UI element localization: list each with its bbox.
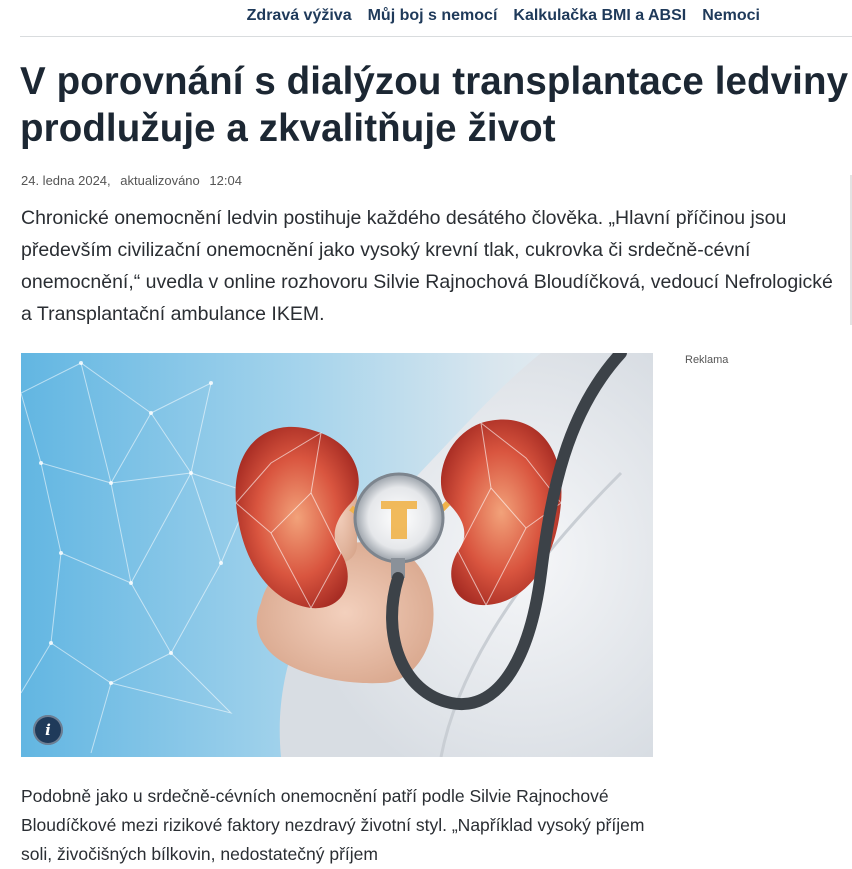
nav-item-nemoci[interactable]: Nemoci [702,7,760,24]
info-icon[interactable]: i [33,715,63,745]
article-date: 24. ledna 2024, [21,173,111,188]
nav-item-muj-boj-s-nemoci[interactable]: Můj boj s nemocí [367,7,498,24]
nav-item-zdrava-vyziva[interactable]: Zdravá výživa [246,7,352,24]
nav-items [247,7,760,25]
kidney-stethoscope-illustration [21,353,653,757]
article-lead: Chronické onemocnění ledvin postihuje každého desátého člověka. „Hlavní příčinou jsou především civilizační onemocnění jako vysoký krevní tlak, cukrovka či srdečně-cévní onemocnění,“ uvedla v online rozhovoru Silvie Rajnochová Bloudíčková, vedoucí Nefrologické a Transplantační ambulance IKEM. [21,207,833,325]
nav-item-kalkulacka-bmi[interactable]: Kalkulačka BMI a ABSI [513,7,687,24]
updated-label: aktualizováno [120,173,200,188]
top-navigation [20,0,852,37]
updated-time: 12:04 [209,173,242,188]
article-meta [21,173,248,188]
article-title: V porovnání s dialýzou transplantace ledviny prodlužuje a zkvalitňuje život [20,60,849,150]
ad-label: Reklama [685,354,729,366]
article-image[interactable] [21,353,653,757]
article-body: Podobně jako u srdečně-cévních onemocnění patří podle Silvie Rajnochové Bloudíčkové mezi rizikové faktory nezdravý životní styl. „Například vysoký příjem soli, živočišných bílkovin, nedostatečný příjem [21,786,645,864]
